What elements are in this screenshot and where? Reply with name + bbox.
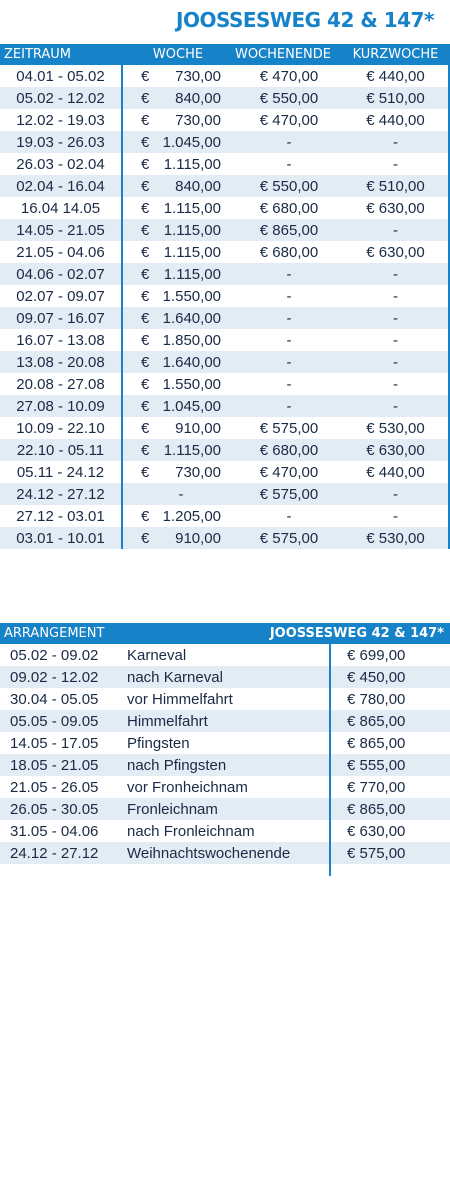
- header-week: WOCHE: [152, 47, 204, 62]
- arrangement-name-cell: Karneval: [127, 646, 187, 664]
- arrangement-name-cell: Weihnachtswochenende: [127, 844, 291, 862]
- arrangement-period-cell: 09.02 - 12.02: [10, 668, 99, 686]
- short-week-price-cell: -: [393, 133, 398, 151]
- header-weekend: WOCHENENDE: [234, 47, 332, 62]
- week-price-cell: [121, 178, 225, 195]
- table-row: [0, 263, 450, 285]
- short-week-price-cell: € 440,00: [366, 67, 425, 85]
- table-row: [0, 798, 450, 820]
- table-row: [0, 131, 450, 153]
- table-row: [0, 351, 450, 373]
- short-week-price-cell: € 510,00: [366, 177, 425, 195]
- arrangement-price-cell: € 770,00: [347, 778, 406, 796]
- week-amount: 1.205,00: [162, 507, 221, 525]
- period-cell: 13.08 - 20.08: [16, 353, 105, 371]
- short-week-price-cell: -: [393, 155, 398, 173]
- week-price-cell: [121, 200, 225, 217]
- week-price-cell: [121, 376, 225, 393]
- short-week-price-cell: -: [393, 331, 398, 349]
- week-amount: 730,00: [175, 463, 221, 481]
- short-week-price-cell: -: [393, 265, 398, 283]
- arrangement-name-cell: nach Pfingsten: [127, 756, 227, 774]
- currency-symbol: €: [141, 67, 150, 85]
- weekend-price-cell: € 470,00: [259, 111, 319, 129]
- arrangement-price-cell: € 555,00: [347, 756, 406, 774]
- arrangement-period-cell: 14.05 - 17.05: [10, 734, 99, 752]
- table-row: [0, 285, 450, 307]
- table-row: [0, 644, 450, 666]
- arrangement-period-cell: 26.05 - 30.05: [10, 800, 99, 818]
- arrangement-price-cell: € 865,00: [347, 734, 406, 752]
- currency-symbol: €: [141, 155, 150, 173]
- table-row: [0, 307, 450, 329]
- week-price-cell: [121, 464, 225, 481]
- arrangement-name-cell: vor Fronheichnam: [127, 778, 248, 796]
- weekend-price-cell: -: [286, 265, 292, 283]
- weekend-price-cell: € 470,00: [259, 463, 319, 481]
- table-row: [0, 241, 450, 263]
- period-cell: 10.09 - 22.10: [16, 419, 105, 437]
- week-amount: 1.640,00: [162, 309, 221, 327]
- period-cell: 26.03 - 02.04: [16, 155, 105, 173]
- period-cell: 09.07 - 16.07: [16, 309, 105, 327]
- table-row: [0, 666, 450, 688]
- table-row: [0, 329, 450, 351]
- period-cell: 12.02 - 19.03: [16, 111, 105, 129]
- arrangement-period-cell: 05.02 - 09.02: [10, 646, 99, 664]
- weekend-price-cell: -: [286, 309, 292, 327]
- short-week-price-cell: € 530,00: [366, 419, 425, 437]
- week-price-cell: [121, 68, 225, 85]
- week-amount: 910,00: [175, 529, 221, 547]
- week-price-cell: [121, 134, 225, 151]
- week-price-cell: [121, 156, 225, 173]
- weekend-price-cell: -: [286, 353, 292, 371]
- page-title: JOOSSESWEG 42 & 147*: [176, 8, 434, 32]
- table-row: [0, 483, 450, 505]
- currency-symbol: €: [141, 89, 150, 107]
- weekend-price-cell: € 680,00: [259, 243, 319, 261]
- weekend-price-cell: -: [286, 155, 292, 173]
- header-short-week: KURZWOCHE: [352, 47, 439, 62]
- short-week-price-cell: -: [393, 287, 398, 305]
- arrangement-name-cell: nach Karneval: [127, 668, 223, 686]
- short-week-price-cell: € 440,00: [366, 111, 425, 129]
- currency-symbol: €: [141, 375, 150, 393]
- table-row: [0, 710, 450, 732]
- arrangement-price-cell: € 780,00: [347, 690, 406, 708]
- week-price-cell: [121, 420, 225, 437]
- weekend-price-cell: € 575,00: [259, 419, 319, 437]
- currency-symbol: €: [141, 331, 150, 349]
- table-row: [0, 820, 450, 842]
- week-amount: 840,00: [175, 177, 221, 195]
- short-week-price-cell: € 630,00: [366, 199, 425, 217]
- arrangement-table-body: [0, 644, 450, 876]
- arrangement-name-cell: nach Fronleichnam: [127, 822, 255, 840]
- week-amount: 1.115,00: [163, 199, 221, 217]
- week-amount: 1.115,00: [163, 243, 221, 261]
- table-row: [0, 197, 450, 219]
- currency-symbol: €: [141, 199, 150, 217]
- arrangement-price-cell: € 450,00: [347, 668, 406, 686]
- arrangement-period-cell: 30.04 - 05.05: [10, 690, 99, 708]
- weekend-price-cell: € 680,00: [259, 441, 319, 459]
- arrangement-period-cell: 05.05 - 09.05: [10, 712, 99, 730]
- week-price-cell: [121, 266, 225, 283]
- table-row: [0, 373, 450, 395]
- header-arrangement: ARRANGEMENT: [4, 626, 105, 641]
- short-week-price-cell: € 630,00: [366, 243, 425, 261]
- table-row: [0, 842, 450, 864]
- arrangement-period-cell: 31.05 - 04.06: [10, 822, 99, 840]
- currency-symbol: €: [141, 309, 150, 327]
- week-price-cell: [121, 530, 225, 547]
- period-cell: 02.04 - 16.04: [16, 177, 105, 195]
- table-row: [0, 776, 450, 798]
- arrangement-name-cell: Fronleichnam: [127, 800, 218, 818]
- week-amount: 1.550,00: [162, 287, 221, 305]
- short-week-price-cell: -: [393, 353, 398, 371]
- week-amount: 1.115,00: [163, 265, 221, 283]
- week-amount: 1.045,00: [162, 133, 221, 151]
- short-week-price-cell: -: [393, 485, 398, 503]
- currency-symbol: €: [141, 353, 150, 371]
- table-row: [0, 65, 450, 87]
- arrangement-period-cell: 21.05 - 26.05: [10, 778, 99, 796]
- currency-symbol: €: [141, 529, 150, 547]
- header-period: ZEITRAUM: [4, 47, 72, 62]
- header-location: JOOSSESWEG 42 & 147*: [269, 626, 444, 641]
- week-price-cell: [121, 90, 225, 107]
- week-amount: 730,00: [175, 67, 221, 85]
- table-row: [0, 732, 450, 754]
- weekend-price-cell: -: [286, 507, 292, 525]
- week-price-cell: [121, 442, 225, 459]
- table-row: [0, 505, 450, 527]
- arrangement-price-cell: € 699,00: [347, 646, 406, 664]
- period-cell: 02.07 - 09.07: [16, 287, 105, 305]
- arrangement-price-cell: € 630,00: [347, 822, 406, 840]
- week-price-cell: [121, 508, 225, 525]
- weekend-price-cell: -: [286, 331, 292, 349]
- short-week-price-cell: € 440,00: [366, 463, 425, 481]
- week-amount: 1.640,00: [162, 353, 221, 371]
- week-price-cell: [121, 486, 225, 503]
- table-row: [0, 87, 450, 109]
- currency-symbol: €: [141, 397, 150, 415]
- table-row: [0, 109, 450, 131]
- arrangement-name-cell: Pfingsten: [127, 734, 190, 752]
- arrangement-price-cell: € 865,00: [347, 800, 406, 818]
- table-row: [0, 527, 450, 549]
- period-cell: 04.06 - 02.07: [16, 265, 105, 283]
- currency-symbol: €: [141, 441, 150, 459]
- week-price-cell: [121, 398, 225, 415]
- table-row: [0, 417, 450, 439]
- currency-symbol: €: [141, 111, 150, 129]
- weekend-price-cell: € 575,00: [259, 529, 319, 547]
- currency-symbol: €: [141, 463, 150, 481]
- currency-symbol: €: [141, 177, 150, 195]
- week-price-cell: [121, 332, 225, 349]
- table-row: [0, 461, 450, 483]
- period-cell: 05.11 - 24.12: [16, 463, 105, 481]
- short-week-price-cell: -: [393, 309, 398, 327]
- week-amount: 1.115,00: [163, 221, 221, 239]
- period-cell: 04.01 - 05.02: [16, 67, 105, 85]
- weekend-price-cell: -: [286, 287, 292, 305]
- short-week-price-cell: -: [393, 507, 398, 525]
- week-amount: 840,00: [175, 89, 221, 107]
- weekend-price-cell: € 550,00: [259, 177, 319, 195]
- period-cell: 20.08 - 27.08: [16, 375, 105, 393]
- currency-symbol: €: [141, 507, 150, 525]
- period-cell: 21.05 - 04.06: [16, 243, 105, 261]
- week-amount: 1.850,00: [162, 331, 221, 349]
- currency-symbol: €: [141, 419, 150, 437]
- short-week-price-cell: € 630,00: [366, 441, 425, 459]
- period-cell: 27.12 - 03.01: [16, 507, 105, 525]
- weekend-price-cell: -: [286, 397, 292, 415]
- week-amount: -: [178, 485, 184, 503]
- currency-symbol: €: [141, 221, 150, 239]
- arrangement-name-cell: Himmelfahrt: [127, 712, 208, 730]
- week-amount: 730,00: [175, 111, 221, 129]
- period-cell: 03.01 - 10.01: [16, 529, 105, 547]
- week-amount: 1.115,00: [163, 155, 221, 173]
- week-price-cell: [121, 112, 225, 129]
- table-row: [0, 219, 450, 241]
- currency-symbol: €: [141, 243, 150, 261]
- weekend-price-cell: € 680,00: [259, 199, 319, 217]
- arrangement-period-cell: 24.12 - 27.12: [10, 844, 99, 862]
- arrangement-table: [0, 623, 450, 876]
- week-price-cell: [121, 354, 225, 371]
- table-row: [0, 153, 450, 175]
- period-cell: 14.05 - 21.05: [16, 221, 105, 239]
- short-week-price-cell: € 510,00: [366, 89, 425, 107]
- short-week-price-cell: -: [393, 221, 398, 239]
- season-price-table: [0, 44, 450, 549]
- currency-symbol: €: [141, 287, 150, 305]
- weekend-price-cell: -: [286, 133, 292, 151]
- currency-symbol: €: [141, 265, 150, 283]
- week-amount: 1.045,00: [162, 397, 221, 415]
- week-amount: 1.550,00: [162, 375, 221, 393]
- week-amount: 1.115,00: [163, 441, 221, 459]
- period-cell: 27.08 - 10.09: [16, 397, 105, 415]
- short-week-price-cell: € 530,00: [366, 529, 425, 547]
- season-table-header: [0, 44, 450, 65]
- week-amount: 910,00: [175, 419, 221, 437]
- week-price-cell: [121, 288, 225, 305]
- weekend-price-cell: -: [286, 375, 292, 393]
- period-cell: 19.03 - 26.03: [16, 133, 105, 151]
- short-week-price-cell: -: [393, 397, 398, 415]
- week-price-cell: [121, 222, 225, 239]
- season-table-body: [0, 65, 450, 549]
- arrangement-price-cell: € 575,00: [347, 844, 406, 862]
- weekend-price-cell: € 550,00: [259, 89, 319, 107]
- period-cell: 24.12 - 27.12: [16, 485, 105, 503]
- arrangement-price-cell: € 865,00: [347, 712, 406, 730]
- period-cell: 16.07 - 13.08: [16, 331, 105, 349]
- table-row: [0, 754, 450, 776]
- week-price-cell: [121, 244, 225, 261]
- table-row: [0, 688, 450, 710]
- period-cell: 05.02 - 12.02: [16, 89, 105, 107]
- arrangement-name-cell: vor Himmelfahrt: [127, 690, 233, 708]
- table-row: [0, 439, 450, 461]
- period-cell: 16.04 14.05: [20, 199, 101, 217]
- weekend-price-cell: € 575,00: [259, 485, 319, 503]
- week-price-cell: [121, 310, 225, 327]
- weekend-price-cell: € 865,00: [259, 221, 319, 239]
- arrangement-period-cell: 18.05 - 21.05: [10, 756, 99, 774]
- table-row: [0, 175, 450, 197]
- short-week-price-cell: -: [393, 375, 398, 393]
- period-cell: 22.10 - 05.11: [16, 441, 105, 459]
- currency-symbol: €: [141, 133, 150, 151]
- weekend-price-cell: € 470,00: [259, 67, 319, 85]
- table-row: [0, 395, 450, 417]
- arrangement-table-header: [0, 623, 450, 644]
